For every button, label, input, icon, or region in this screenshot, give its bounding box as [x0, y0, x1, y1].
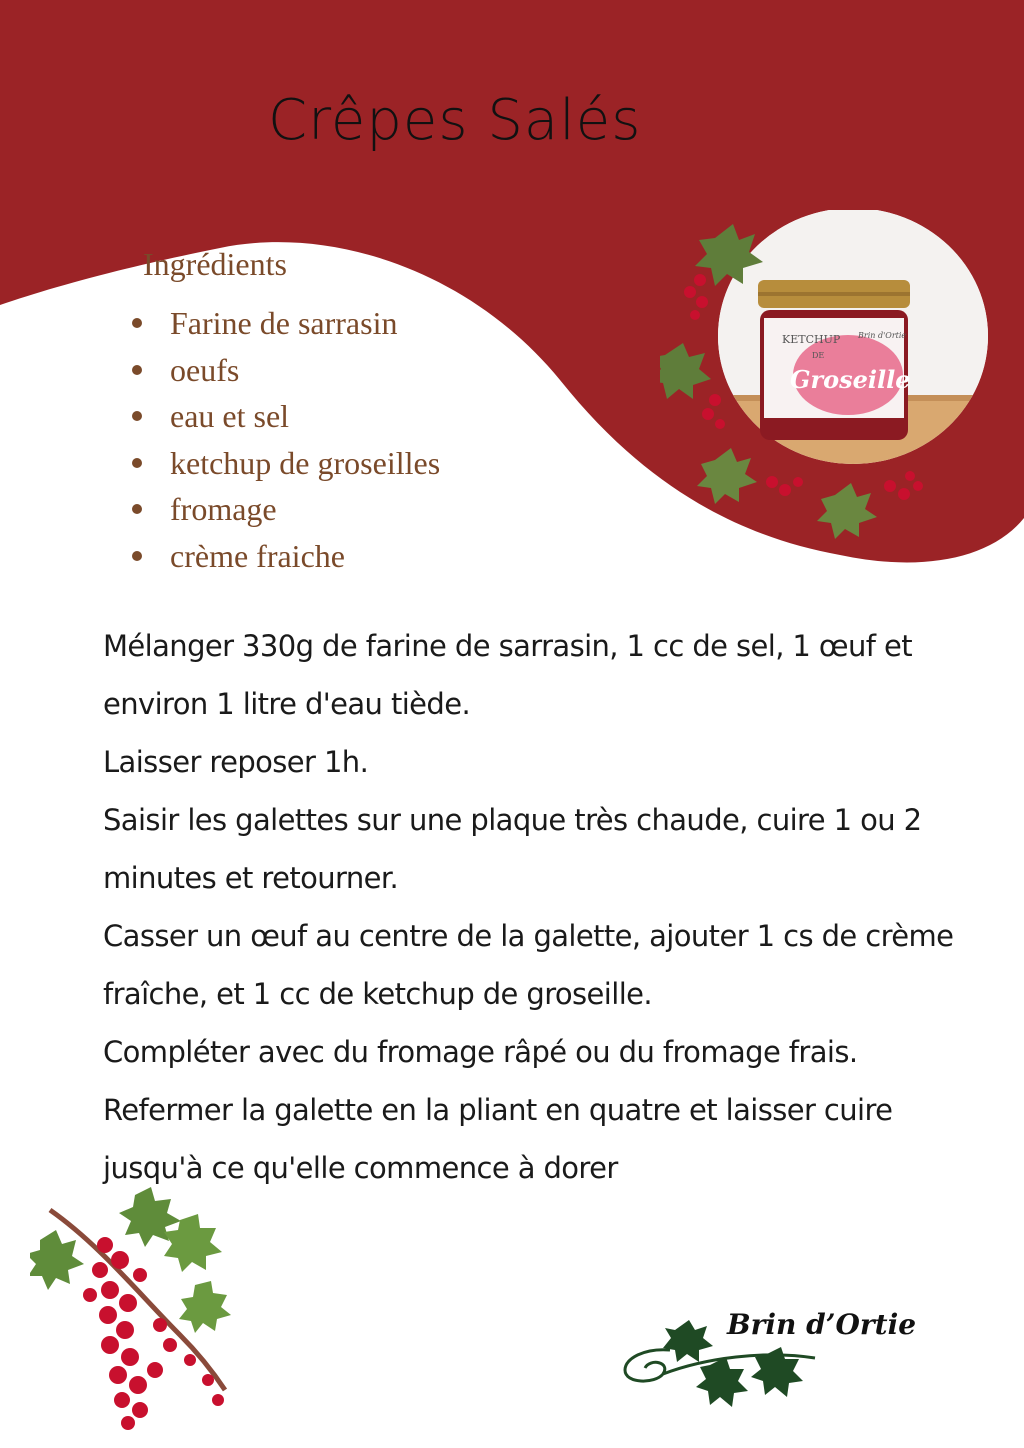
ingredient-item: crème fraiche — [130, 533, 440, 580]
ingredient-item: Farine de sarrasin — [130, 300, 440, 347]
instruction-step: Saisir les galettes sur une plaque très chaude, cuire 1 ou 2 minutes et retourner. — [103, 803, 922, 895]
jar-label-de: DE — [812, 351, 825, 360]
brin-dortie-logo — [615, 1300, 945, 1410]
ingredients-heading: Ingrédients — [143, 246, 287, 282]
ingredients-list — [130, 300, 440, 579]
jar-label-ketchup: KETCHUP — [782, 333, 841, 346]
instruction-step: Casser un œuf au centre de la galette, ajouter 1 cs de crème fraîche, et 1 cc de ketchup de groseille. — [103, 919, 954, 1011]
instruction-step: Mélanger 330g de farine de sarrasin, 1 cc de sel, 1 œuf et environ 1 litre d'eau tiède. — [103, 629, 912, 721]
currant-branch-icon — [30, 1185, 260, 1435]
jar-label-groseille: Groseille — [790, 365, 911, 394]
jar-label-brand: Brin d'Ortie — [858, 331, 907, 340]
instruction-step: Compléter avec du fromage râpé ou du fromage frais. Refermer la galette en la pliant en quatre et laisser cuire jusqu'à ce qu'elle commence à dorer — [103, 1035, 893, 1185]
ingredient-item: oeufs — [130, 347, 440, 394]
ketchup-jar-photo — [660, 210, 1000, 540]
ingredient-item: ketchup de groseilles — [130, 440, 440, 487]
logo-text: Brin d’Ortie — [727, 1308, 917, 1341]
ingredient-item: fromage — [130, 486, 440, 533]
recipe-title: Crêpes Salés — [268, 88, 642, 153]
ingredient-item: eau et sel — [130, 393, 440, 440]
instructions — [103, 617, 983, 1197]
instruction-step: Laisser reposer 1h. — [103, 745, 369, 779]
